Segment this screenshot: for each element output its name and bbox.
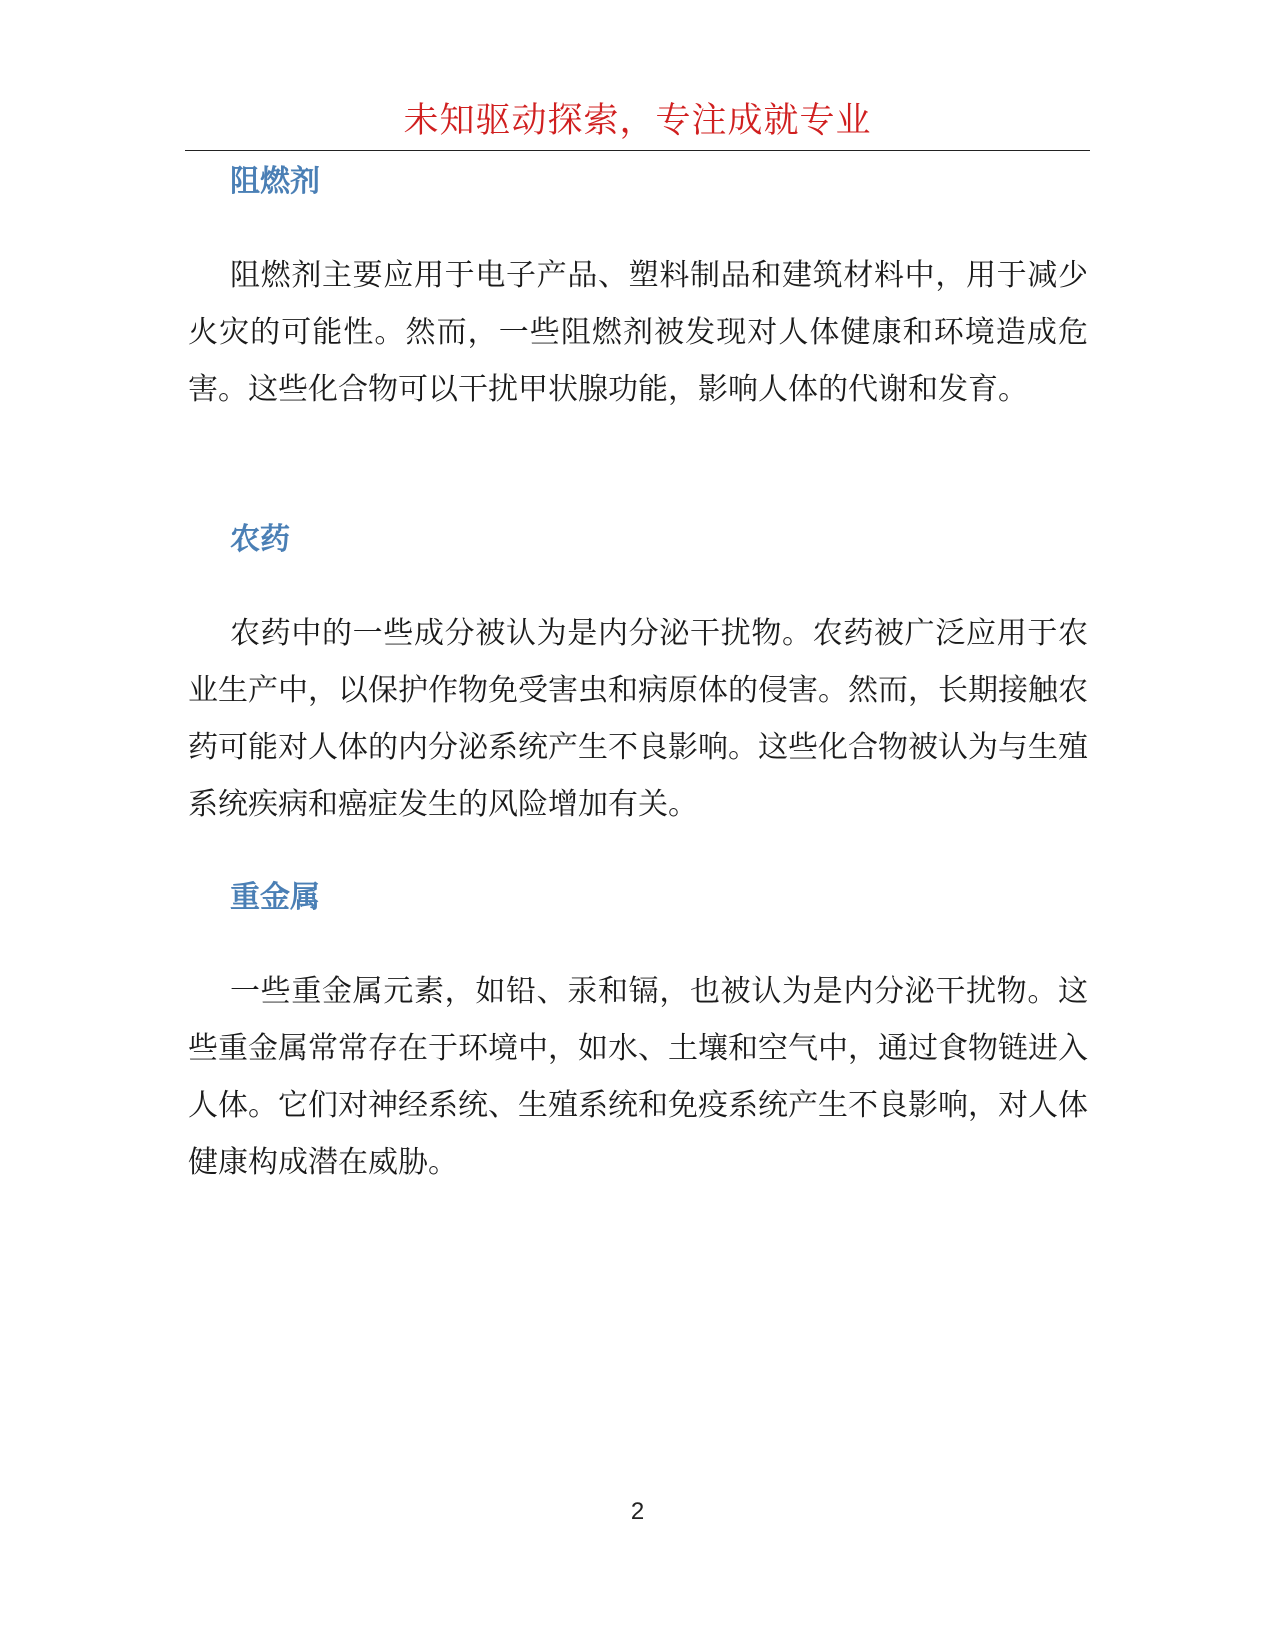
- section-heading-flame-retardants: 阻燃剂: [230, 164, 320, 199]
- section-heading-heavy-metals: 重金属: [230, 880, 320, 915]
- page-header-slogan: 未知驱动探索，专注成就专业: [403, 101, 872, 141]
- page-number: 2: [630, 1498, 645, 1525]
- section-body-heavy-metals: 一些重金属元素，如铅、汞和镉，也被认为是内分泌干扰物。这些重金属常常存在于环境中，如水、土壤和空气中，通过食物链进入人体。它们对神经系统、生殖系统和免疫系统产生不良影响，对人体健康构成潜在威胁。: [188, 974, 1088, 1180]
- header-divider: [185, 150, 1090, 151]
- section-body-pesticides: 农药中的一些成分被认为是内分泌干扰物。农药被广泛应用于农业生产中，以保护作物免受害虫和病原体的侵害。然而，长期接触农药可能对人体的内分泌系统产生不良影响。这些化合物被认为与生殖系统疾病和癌症发生的风险增加有关。: [188, 616, 1088, 822]
- section-body-flame-retardants: 阻燃剂主要应用于电子产品、塑料制品和建筑材料中，用于减少火灾的可能性。然而，一些阻燃剂被发现对人体健康和环境造成危害。这些化合物可以干扰甲状腺功能，影响人体的代谢和发育。: [188, 258, 1088, 407]
- section-heading-pesticides: 农药: [230, 522, 290, 557]
